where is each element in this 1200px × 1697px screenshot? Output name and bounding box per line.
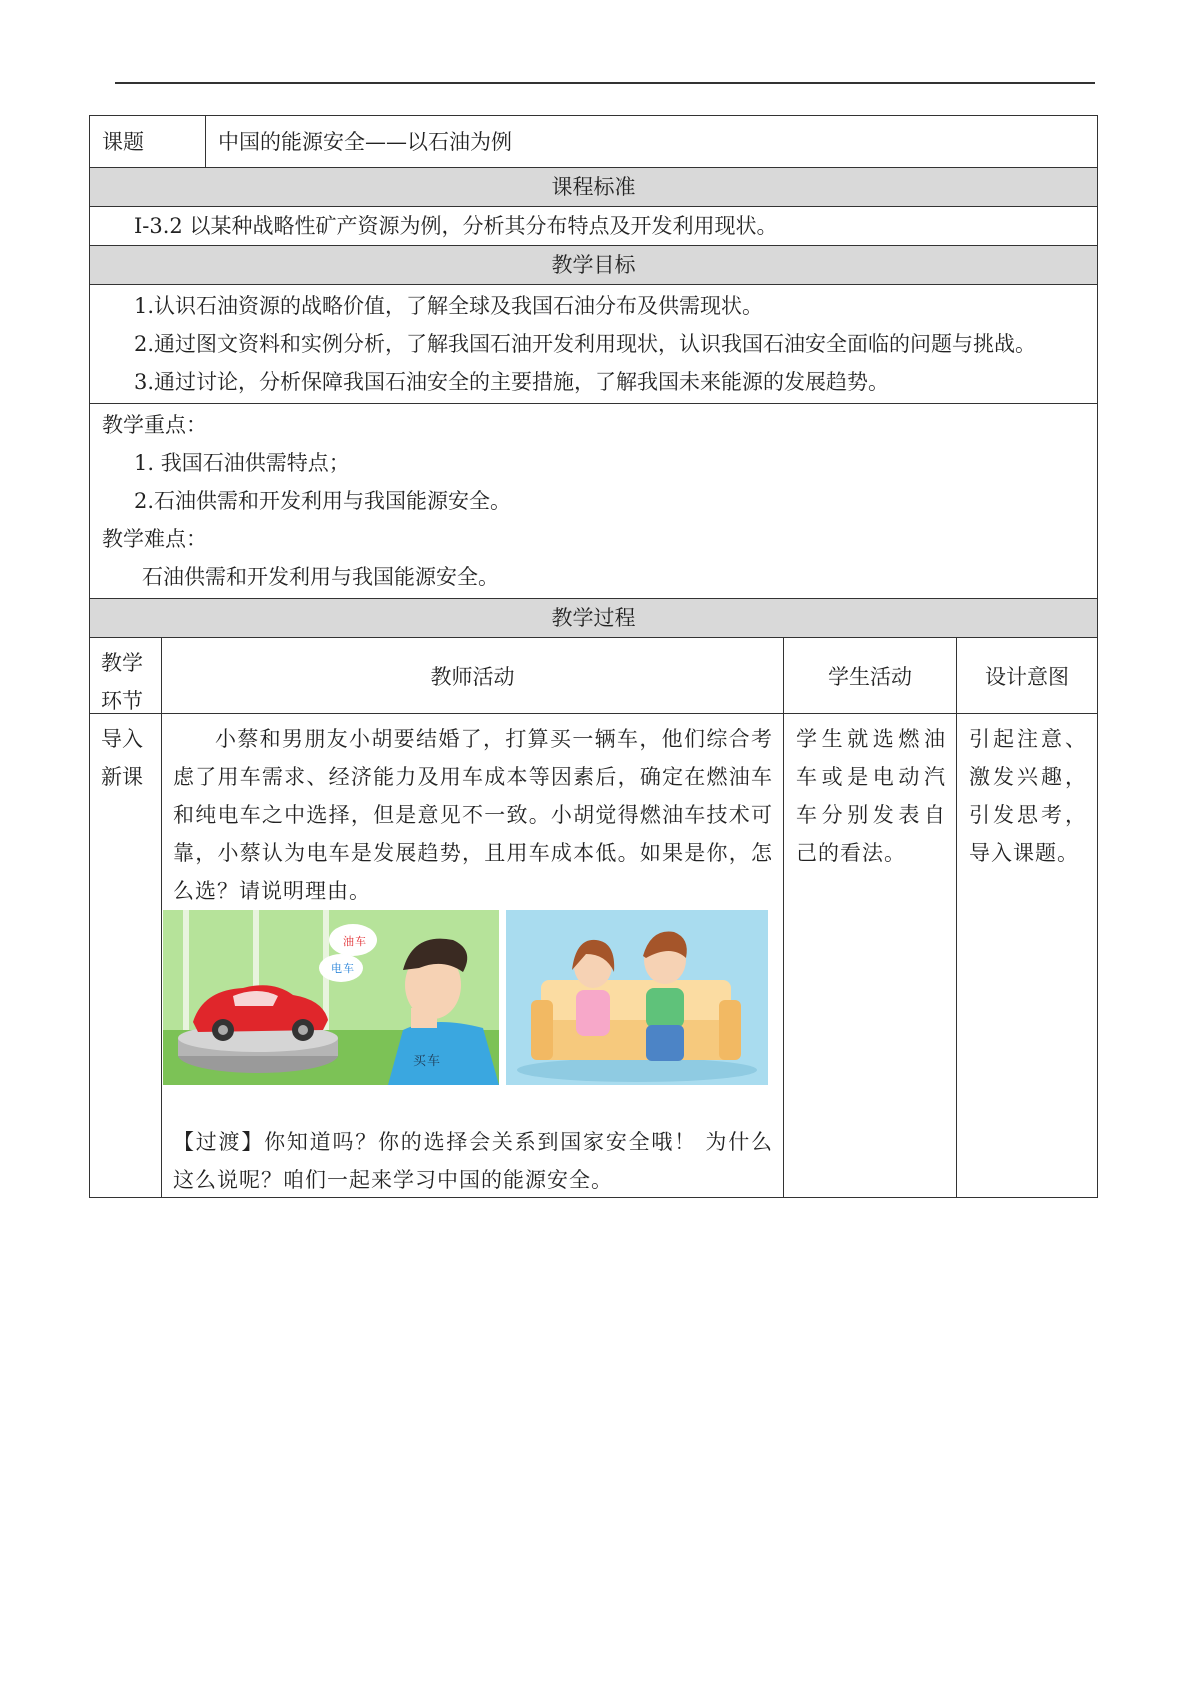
teacher-scenario-text: 小蔡和男朋友小胡要结婚了，打算买一辆车，他们综合考虑了用车需求、经济能力及用车成本等因素后，确定在燃油车和纯电车之中选择，但是意见不一致。小胡觉得燃油车技术可靠，小蔡认为电车是发展趋势，且用车成本低。如果是你，怎么选？请说明理由。 [173,727,773,903]
stage-cell [90,714,162,1197]
process-heading: 教学过程 [90,599,1097,638]
difficulty-label: 教学难点： [102,527,207,551]
objectives-heading: 教学目标 [90,246,1097,285]
teacher-column-header: 教师活动 [162,638,784,713]
focus-section [89,404,1098,599]
objective-item: 2.通过图文资料和实例分析，了解我国石油开发利用现状，认识我国石油安全面临的问题与挑战。 [134,332,1037,356]
key-points-label: 教学重点： [102,413,207,437]
objective-item: 3.通过讨论，分析保障我国石油安全的主要措施，了解我国未来能源的发展趋势。 [134,370,890,394]
bubble-label: 电车 [331,962,355,975]
header-rule [115,82,1095,84]
process-section [89,599,1098,1198]
title-value: 中国的能源安全——以石油为例 [218,130,512,154]
key-point-item: 2.石油供需和开发利用与我国能源安全。 [134,489,512,513]
process-row [90,714,1097,1197]
illustrations [163,910,773,1085]
key-point-item: 1. 我国石油供需特点； [134,451,350,475]
difficulty-text: 石油供需和开发利用与我国能源安全。 [142,565,499,589]
stage-header-line: 教学 [101,651,143,675]
student-activity-cell: 学生就选燃油车或是电动汽车分别发表自己的看法。 [784,714,957,1197]
student-column-header: 学生活动 [784,638,957,713]
objective-item: 1.认识石油资源的战略价值，了解全球及我国石油分布及供需现状。 [134,294,764,318]
stage-header-line: 环节 [101,689,143,713]
title-label: 课题 [90,116,206,167]
car-showroom-illustration [163,910,499,1085]
lesson-plan-table [89,115,1098,1198]
bubble-label: 油车 [343,935,367,948]
couple-illustration [506,910,768,1085]
stage-line: 导入 [101,727,143,751]
design-intent-cell: 引起注意、激发兴趣，引发思考，导入课题。 [969,727,1087,865]
curriculum-section [89,168,1098,246]
shirt-label: 买车 [413,1054,442,1069]
design-column-header: 设计意图 [985,664,1069,689]
objectives-section [89,246,1098,404]
stage-line: 新课 [101,765,143,789]
curriculum-text: I-3.2 以某种战略性矿产资源为例，分析其分布特点及开发利用现状。 [134,214,778,238]
stage-column-header [90,638,162,713]
process-header-row [90,638,1097,714]
curriculum-heading: 课程标准 [90,168,1097,207]
title-row [89,115,1098,168]
teacher-activity-cell [162,714,784,1197]
transition-text: 【过渡】你知道吗？你的选择会关系到国家安全哦！ 为什么这么说呢？咱们一起来学习中国的能源安全。 [173,1130,773,1192]
